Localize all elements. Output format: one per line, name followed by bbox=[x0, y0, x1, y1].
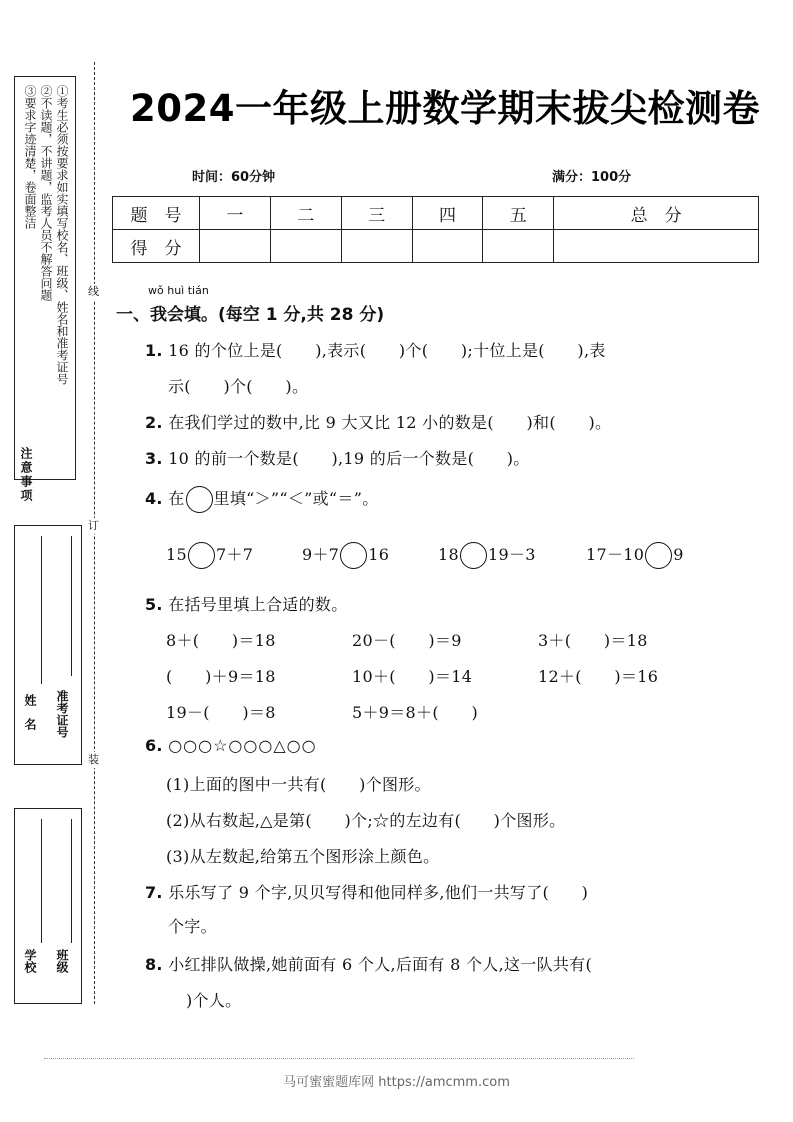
question-number: 1. bbox=[145, 341, 163, 360]
footer-watermark: 马可蜜蜜题库网 https://amcmm.com bbox=[283, 1075, 510, 1090]
question-1-continued: 示( )个( )。 bbox=[168, 377, 309, 396]
question-number: 3. bbox=[145, 449, 163, 468]
question-7-continued: 个字。 bbox=[168, 917, 217, 936]
question-5 bbox=[145, 592, 348, 615]
score-input-cell[interactable] bbox=[270, 230, 341, 263]
question-text: 16 的个位上是( ),表示( )个( );十位上是( ),表 bbox=[168, 341, 606, 360]
fill-item[interactable]: 8＋( )＝18 bbox=[166, 631, 276, 650]
fill-item[interactable]: ( )＋9＝18 bbox=[166, 667, 276, 686]
question-number: 5. bbox=[145, 595, 163, 614]
fill-item[interactable]: 10＋( )＝14 bbox=[352, 667, 473, 686]
question-text: 在我们学过的数中,比 9 大又比 12 小的数是( )和( )。 bbox=[168, 413, 612, 432]
fill-item[interactable]: 19－( )＝8 bbox=[166, 703, 276, 722]
compare-circle-blank[interactable] bbox=[460, 542, 487, 569]
notice-item-2: ②不读题，不讲题，监考人员不解答问题 bbox=[39, 85, 53, 301]
score-cell: 三 bbox=[341, 197, 412, 230]
score-cell: 题 号 bbox=[113, 197, 200, 230]
school-underline[interactable] bbox=[41, 819, 42, 943]
question-8-continued: )个人。 bbox=[186, 991, 242, 1010]
compare-right: 16 bbox=[368, 545, 390, 564]
fill-item[interactable]: 5＋9＝8＋( ) bbox=[352, 703, 479, 722]
score-cell: 总 分 bbox=[554, 197, 759, 230]
score-input-cell[interactable] bbox=[483, 230, 554, 263]
score-cell: 得 分 bbox=[113, 230, 200, 263]
question-text: 10 的前一个数是( ),19 的后一个数是( )。 bbox=[168, 449, 530, 468]
compare-item-3 bbox=[438, 542, 536, 569]
compare-right: 19－3 bbox=[487, 545, 536, 564]
question-6-sub-1: (1)上面的图中一共有( )个图形。 bbox=[166, 775, 431, 794]
score-table-header-row bbox=[113, 197, 759, 230]
question-8 bbox=[145, 952, 592, 975]
score-cell: 二 bbox=[270, 197, 341, 230]
question-6-sub-2: (2)从右数起,△是第( )个;☆的左边有( )个图形。 bbox=[166, 811, 566, 830]
question-6-sub-3: (3)从左数起,给第五个图形涂上颜色。 bbox=[166, 847, 440, 866]
compare-item-1 bbox=[166, 542, 253, 569]
question-6 bbox=[145, 736, 317, 755]
name-label: 姓 名 bbox=[23, 694, 37, 730]
question-number: 7. bbox=[145, 883, 163, 902]
binding-mark-line: 线 bbox=[88, 285, 99, 298]
school-info-box bbox=[14, 808, 82, 1004]
question-number: 8. bbox=[145, 955, 163, 974]
question-text: 小红排队做操,她前面有 6 个人,后面有 8 个人,这一队共有( bbox=[168, 955, 593, 974]
id-underline[interactable] bbox=[71, 536, 72, 676]
section-pinyin: wǒ huì tián bbox=[148, 284, 209, 297]
fill-item[interactable]: 3＋( )＝18 bbox=[538, 631, 648, 650]
footer-divider bbox=[44, 1058, 634, 1059]
fill-item[interactable]: 20－( )＝9 bbox=[352, 631, 462, 650]
compare-left: 15 bbox=[166, 545, 187, 564]
question-number: 2. bbox=[145, 413, 163, 432]
question-text: 在括号里填上合适的数。 bbox=[168, 595, 348, 614]
score-table bbox=[112, 196, 759, 263]
binding-mark-staple: 订 bbox=[88, 519, 99, 532]
compare-left: 9＋7 bbox=[302, 545, 340, 564]
class-label: 班级 bbox=[55, 949, 69, 973]
score-table-score-row bbox=[113, 230, 759, 263]
compare-circle-blank[interactable] bbox=[340, 542, 367, 569]
name-underline[interactable] bbox=[41, 536, 42, 684]
notice-item-3: ③要求字迹清楚，卷面整洁 bbox=[23, 85, 37, 229]
score-input-cell[interactable] bbox=[341, 230, 412, 263]
question-1 bbox=[145, 338, 606, 361]
shape-sequence: ○○○☆○○○△○○ bbox=[168, 736, 317, 755]
page-title: 2024一年级上册数学期末拔尖检测卷 bbox=[130, 87, 760, 130]
compare-item-4 bbox=[586, 542, 684, 569]
question-text: 乐乐写了 9 个字,贝贝写得和他同样多,他们一共写了( ) bbox=[168, 883, 589, 902]
student-info-box bbox=[14, 525, 82, 765]
section-title: 一、我会填。(每空 1 分,共 28 分) bbox=[116, 305, 385, 325]
question-text-pre: 在 bbox=[168, 489, 185, 508]
question-number: 6. bbox=[145, 736, 163, 755]
question-4 bbox=[145, 486, 379, 513]
score-cell: 五 bbox=[483, 197, 554, 230]
compare-right: 9 bbox=[673, 545, 684, 564]
question-3 bbox=[145, 446, 530, 469]
compare-item-2 bbox=[302, 542, 389, 569]
compare-right: 7＋7 bbox=[215, 545, 254, 564]
notice-heading: 注意事项 bbox=[19, 447, 33, 503]
score-input-cell[interactable] bbox=[412, 230, 483, 263]
compare-circle-blank[interactable] bbox=[645, 542, 672, 569]
notice-item-1: ①考生必须按要求如实填写校名、班级、姓名和准考证号 bbox=[55, 85, 69, 385]
notice-box bbox=[14, 76, 76, 503]
question-2 bbox=[145, 410, 611, 433]
question-text-post: 里填“＞”“＜”或“＝”。 bbox=[213, 489, 379, 508]
full-score-label: 满分：100分 bbox=[552, 170, 632, 185]
compare-left: 17－10 bbox=[586, 545, 645, 564]
circle-blank-example bbox=[186, 486, 213, 513]
class-underline[interactable] bbox=[71, 819, 72, 943]
id-label: 准考证号 bbox=[55, 690, 69, 738]
time-label: 时间：60分钟 bbox=[192, 170, 276, 185]
school-label: 学校 bbox=[23, 949, 37, 973]
score-input-cell[interactable] bbox=[554, 230, 759, 263]
question-number: 4. bbox=[145, 489, 163, 508]
score-input-cell[interactable] bbox=[200, 230, 271, 263]
score-cell: 一 bbox=[200, 197, 271, 230]
score-cell: 四 bbox=[412, 197, 483, 230]
question-7 bbox=[145, 880, 588, 903]
compare-left: 18 bbox=[438, 545, 459, 564]
binding-mark-bind: 装 bbox=[88, 753, 99, 766]
fill-item[interactable]: 12＋( )＝16 bbox=[538, 667, 659, 686]
compare-circle-blank[interactable] bbox=[188, 542, 215, 569]
